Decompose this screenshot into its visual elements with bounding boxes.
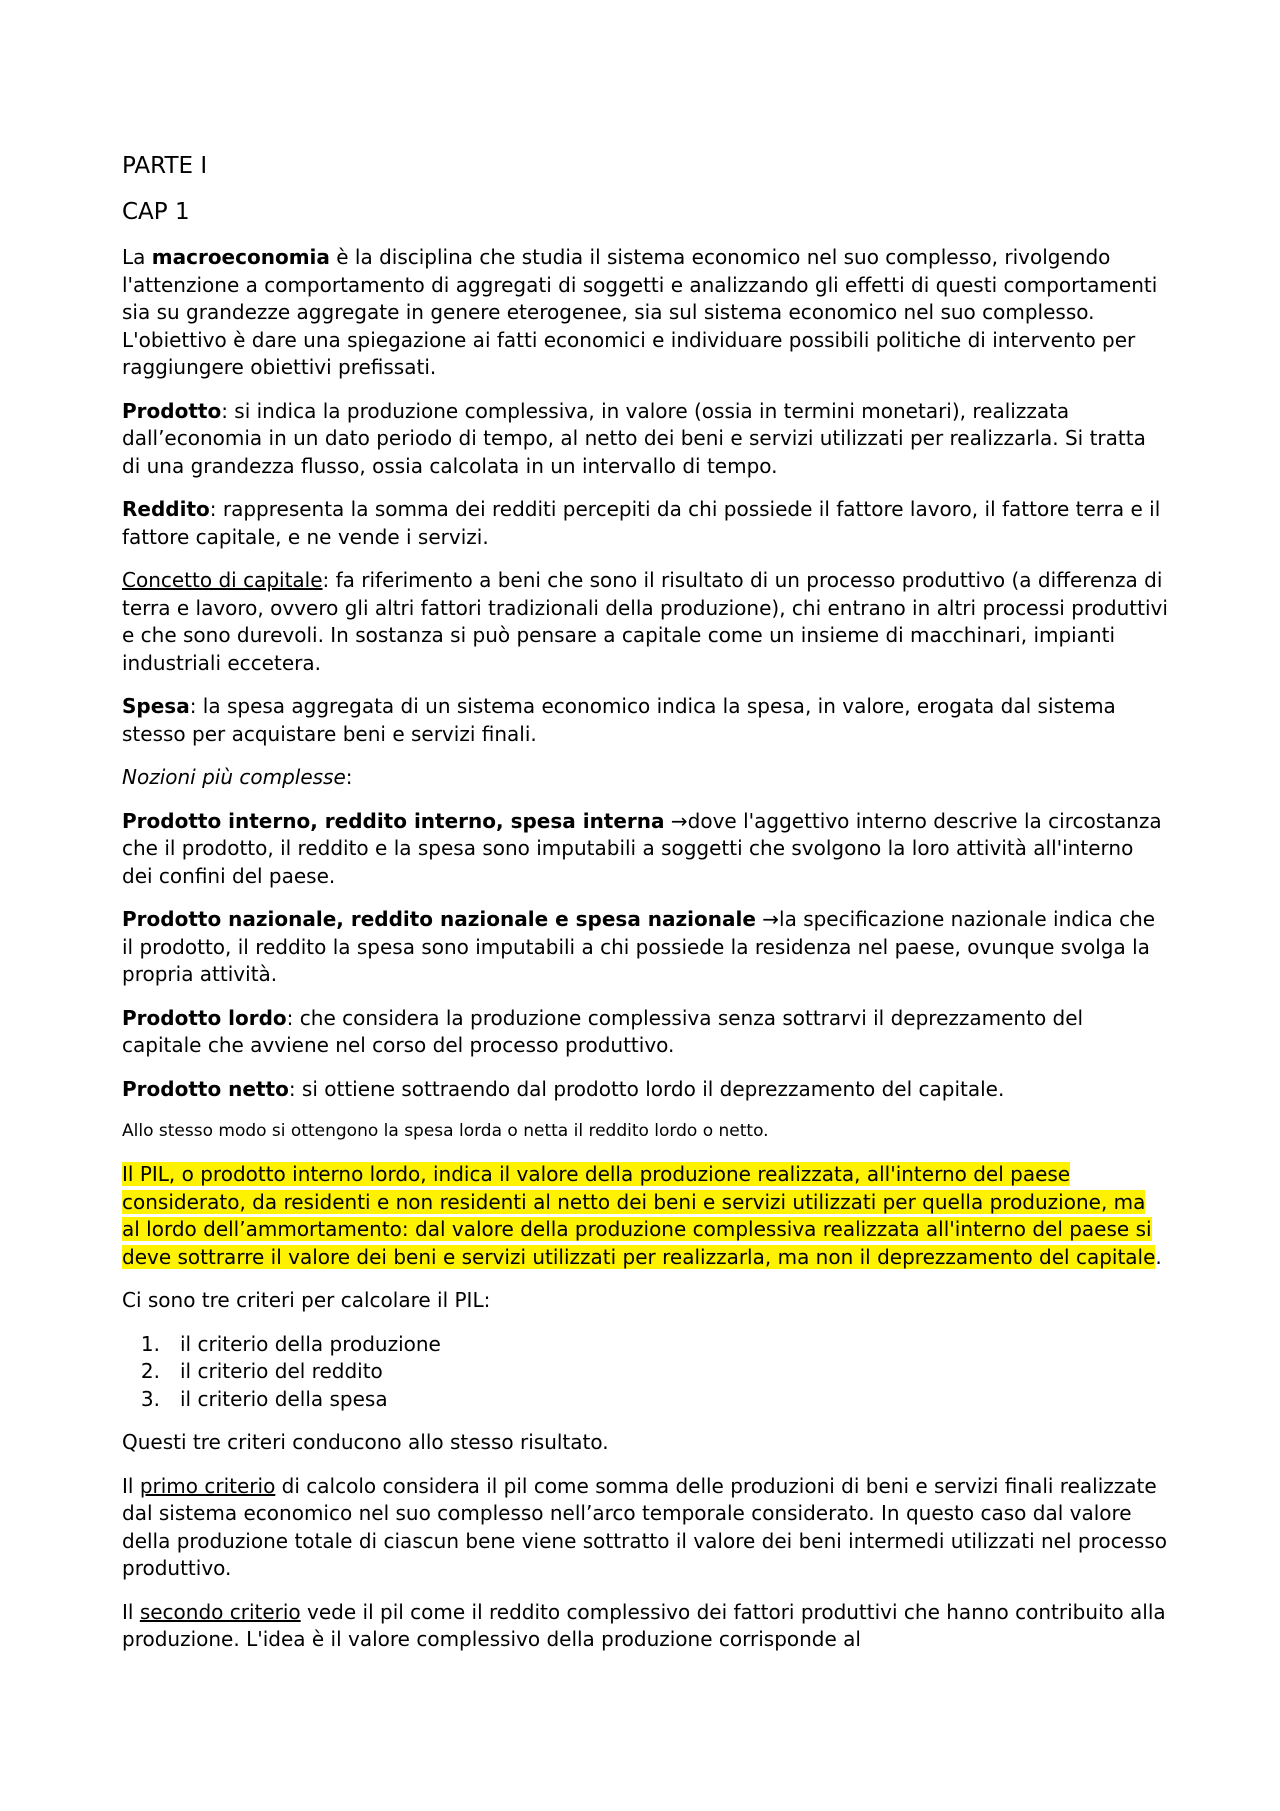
chapter-title: CAP 1 [122, 199, 190, 225]
paragraph-primo-criterio: Il primo criterio di calcolo considera il pil come somma delle produzioni di beni e servizi finali realizzate dal sistema economico nel suo complesso nell’arco temporale considerato. In questo caso dal valore della produzione totale di ciascun bene viene sottratto il valore dei beni intermedi utilizzati nel processo produttivo. [122, 1473, 1167, 1580]
paragraph-macroeconomia: La macroeconomia è la disciplina che studia il sistema economico nel suo complesso, rivolgendo l'attenzione a comportamento di aggregati di soggetti e analizzando gli effetti di questi comportamenti sia su grandezze aggregate in genere eterogenee, sia sul sistema economico nel suo complesso. L'obiettivo è dare una spiegazione ai fatti economici e individuare possibili politiche di intervento per raggiungere obiettivi prefissati. [122, 245, 1158, 379]
paragraph-capitale: Concetto di capitale: fa riferimento a beni che sono il risultato di un processo produttivo (a differenza di terra e lavoro, ovvero gli altri fattori tradizionali della produzione), chi entrano in altri processi produttivi e che sono durevoli. In sostanza si può pensare a capitale come un insieme di macchinari, impianti industriali eccetera. [122, 568, 1168, 675]
list-item: 1. il criterio della produzione [140, 1331, 441, 1356]
criteri-list [122, 1331, 1168, 1414]
paragraph-prodotto: Prodotto: si indica la produzione complessiva, in valore (ossia in termini monetari), realizzata dall’economia in un dato periodo di tempo, al netto dei beni e servizi utilizzati per realizzarla. Si tratta di una grandezza flusso, ossia calcolata in un intervallo di tempo. [122, 398, 1146, 478]
term-interno: Prodotto interno, reddito interno, spesa interna [122, 808, 665, 833]
term-nazionale: Prodotto nazionale, reddito nazionale e spesa nazionale [122, 907, 756, 931]
small-note: Allo stesso modo si ottengono la spesa lorda o netta il reddito lordo o netto. [122, 1121, 769, 1141]
highlighted-pil-definition: Il PIL, o prodotto interno lordo, indica il valore della produzione realizzata, all'interno del paese considerato, da residenti e non residenti al netto dei beni e servizi utilizzati per quella produzione, ma al lordo dell’ammortamento: dal valore della produzione complessiva realizzata all'interno del paese si deve sottrarre il valore dei beni e servizi utilizzati per realizzarla, ma non il deprezzamento del capitale [122, 1162, 1156, 1269]
part-title: PARTE I [122, 153, 208, 179]
paragraph-netto: Prodotto netto: si ottiene sottraendo dal prodotto lordo il deprezzamento del capitale. [122, 1076, 1005, 1101]
term-netto: Prodotto netto [122, 1076, 289, 1101]
paragraph-reddito: Reddito: rappresenta la somma dei redditi percepiti da chi possiede il fattore lavoro, il fattore terra e il fattore capitale, e ne vende i servizi. [122, 497, 1161, 549]
term-reddito: Reddito [122, 497, 210, 521]
paragraph-secondo-criterio: Il secondo criterio vede il pil come il reddito complessivo dei fattori produttivi che hanno contribuito alla produzione. L'idea è il valore complessivo della produzione corrisponde al [122, 1599, 1166, 1651]
paragraph-stesso-risultato: Questi tre criteri conducono allo stesso risultato. [122, 1430, 609, 1454]
term-capitale: Concetto di capitale [122, 568, 323, 592]
paragraph-interno: Prodotto interno, reddito interno, spesa interna →dove l'aggettivo interno descrive la circostanza che il prodotto, il reddito e la spesa sono imputabili a soggetti che svolgono la loro attività all'interno dei confini del paese. [122, 808, 1162, 888]
term-prodotto: Prodotto [122, 398, 222, 423]
paragraph-nazionale: Prodotto nazionale, reddito nazionale e spesa nazionale →la specificazione nazionale indica che il prodotto, il reddito la spesa sono imputabili a chi possiede la residenza nel paese, ovunque svolga la propria attività. [122, 907, 1156, 986]
list-item: 3. il criterio della spesa [140, 1386, 388, 1411]
term-spesa: Spesa [122, 694, 190, 718]
paragraph-pil: Il PIL, o prodotto interno lordo, indica il valore della produzione realizzata, all'interno del paese considerato, da residenti e non residenti al netto dei beni e servizi utilizzati per quella produzione, ma al lordo dell’ammortamento: dal valore della produzione complessiva realizzata all'interno del paese si deve sottrarre il valore dei beni e servizi utilizzati per realizzarla, ma non il deprezzamento del capitale. [122, 1162, 1162, 1269]
paragraph-spesa: Spesa: la spesa aggregata di un sistema economico indica la spesa, in valore, erogata dal sistema stesso per acquistare beni e servizi finali. [122, 694, 1116, 746]
nozioni-italic: Nozioni più complesse [122, 765, 346, 789]
term-primo-criterio: primo criterio [139, 1473, 276, 1498]
term-lordo: Prodotto lordo [122, 1005, 287, 1030]
paragraph-lordo: Prodotto lordo: che considera la produzione complessiva senza sottrarvi il deprezzamento del capitale che avviene nel corso del processo produttivo. [122, 1005, 1084, 1057]
term-macroeconomia: macroeconomia [151, 245, 330, 269]
list-item: 2. il criterio del reddito [140, 1359, 383, 1383]
document-body [122, 152, 1168, 1670]
paragraph-nozioni: Nozioni più complesse: [122, 765, 353, 789]
term-secondo-criterio: secondo criterio [139, 1599, 301, 1624]
paragraph-criteri-intro: Ci sono tre criteri per calcolare il PIL: [122, 1288, 491, 1312]
